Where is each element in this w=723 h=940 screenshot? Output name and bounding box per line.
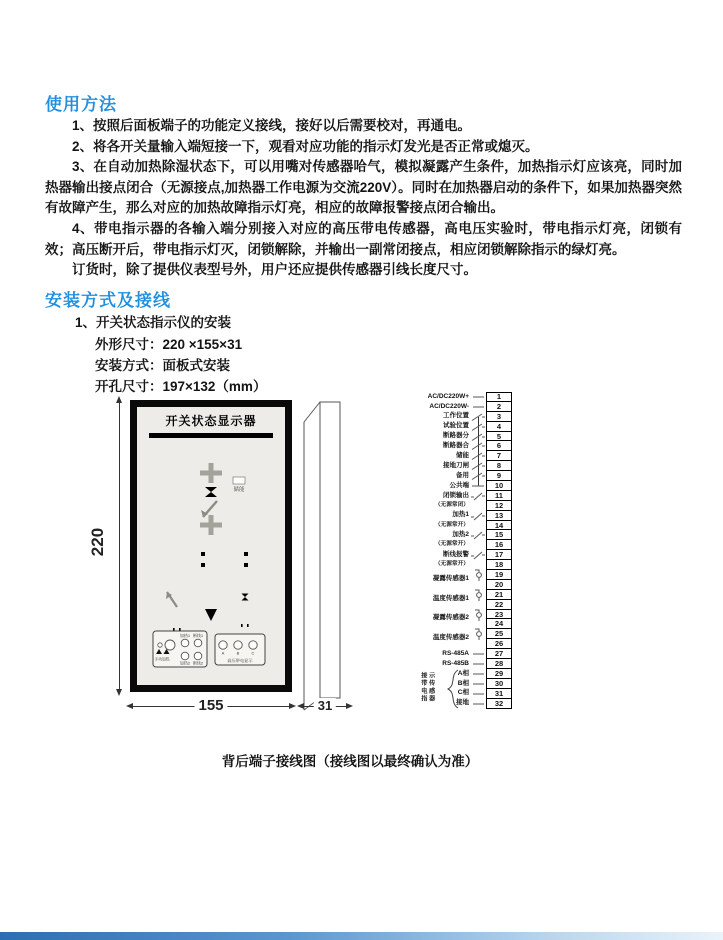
- lamp-label-heat2: 加热2: [179, 660, 191, 666]
- terminal-label: 凝露传感器1: [432, 574, 469, 582]
- terminal-row: [410, 501, 530, 511]
- sensor-symbol-icon: [470, 570, 486, 580]
- terminal-label: （无源常开）: [434, 521, 469, 528]
- storage-indicator-box: [233, 477, 245, 484]
- usage-paragraphs: [45, 116, 682, 281]
- terminal-label: 断路器合: [443, 442, 469, 450]
- no-symbol-icon: [470, 521, 486, 531]
- usage-section-heading: 使用方法: [45, 95, 117, 114]
- terminal-label: 温度传感器2: [432, 634, 469, 642]
- terminal-number: 24: [486, 619, 512, 629]
- terminal-number: 16: [486, 540, 512, 550]
- lamp-label-break1: 断线1: [192, 633, 204, 638]
- lamp-label-break2: 断线2: [192, 660, 204, 666]
- terminal-label: 储能: [456, 452, 469, 460]
- terminal-label: 试验位置: [443, 422, 469, 430]
- ct-right-dot2: [244, 563, 248, 567]
- usage-paragraph: 2、将各开关量输入端短接一下，观看对应功能的指示灯发光是否正常或熄灭。: [72, 138, 539, 154]
- lamp-label-heat1: 加热1: [179, 633, 191, 638]
- terminal-row: [410, 619, 530, 629]
- dimension-depth-label: 31: [314, 698, 336, 713]
- install-line: 外形尺寸：220 ×155×31: [95, 337, 243, 352]
- arrow-up-icon: [116, 393, 122, 403]
- terminal-row: [410, 511, 530, 521]
- arrow-left-icon: [294, 703, 304, 709]
- terminal-number: 3: [486, 412, 512, 422]
- relay-symbol-icon: [470, 550, 486, 560]
- arrow-down-icon: [116, 689, 122, 699]
- lamp-break2-icon: [194, 652, 202, 660]
- usage-paragraph: 3、在自动加热除湿状态下，可以用嘴对传感器哈气，模拟凝露产生条件，加热指示灯应该亮，同时加热器输出接点闭合（无源接点,加热器工作电源为交流220V）。同时在加热器启动的条件下，如果加热器突然有故障产生，那么对应的加热故障指示灯亮，相应的故障报警接点闭合输出。: [45, 159, 682, 216]
- relay-symbol-icon: [470, 530, 486, 540]
- install-line: 开孔尺寸：197×132（mm）: [95, 379, 267, 394]
- switch-symbol-icon: [470, 412, 486, 422]
- lamp-heat1-icon: [181, 639, 189, 647]
- terminal-number: 30: [486, 679, 512, 689]
- terminal-number: 5: [486, 432, 512, 442]
- no-symbol-icon: [470, 540, 486, 550]
- storage-indicator-label: 储能: [233, 487, 245, 493]
- switch-symbol-icon: [470, 451, 486, 461]
- live-sensor-group-label: [419, 672, 434, 703]
- terminal-row: [410, 570, 530, 580]
- terminal-label: RS-485B: [442, 659, 469, 667]
- terminal-row: [410, 402, 530, 412]
- install-block: [75, 311, 266, 401]
- terminal-row: [410, 550, 530, 560]
- terminal-number: 27: [486, 649, 512, 659]
- terminal-number: 13: [486, 511, 512, 521]
- group-label-col1: 接带电指: [419, 672, 427, 703]
- install-section-heading: 安装方式及接线: [45, 291, 171, 310]
- switch-symbol-icon: [470, 441, 486, 451]
- terminal-label: 断路器分: [443, 432, 469, 440]
- switch-symbol-icon: [470, 422, 486, 432]
- ct-left-icon2: [189, 561, 199, 571]
- phase-a-label: A: [221, 650, 225, 656]
- ct-left-dot2: [201, 563, 205, 567]
- terminal-row: [410, 610, 530, 620]
- relay-symbol-icon: [470, 491, 486, 501]
- terminal-label: AC/DC220W-: [429, 402, 469, 410]
- terminal-label: （无源常开）: [434, 541, 469, 548]
- usage-paragraph: 订货时，除了提供仪表型号外，用户还应提供传感器引线长度尺寸。: [72, 262, 477, 278]
- terminal-number: 17: [486, 550, 512, 560]
- terminal-label: 凝露传感器2: [432, 614, 469, 622]
- terminal-number: 21: [486, 590, 512, 600]
- lamp-break1-icon: [194, 639, 202, 647]
- outgoing-arrow-icon: [205, 609, 217, 621]
- terminal-row: [410, 580, 530, 590]
- phase-c-label: C: [251, 650, 255, 656]
- dimension-width-label: 155: [194, 697, 227, 714]
- ct-right-icon: [232, 550, 242, 560]
- terminal-number: 6: [486, 441, 512, 451]
- large-lamp-icon: [165, 640, 175, 650]
- usage-paragraph: 1、按照后面板端子的功能定义接线，接好以后需要校对，再通电。: [72, 118, 472, 133]
- terminal-label: 加热2: [452, 531, 469, 539]
- terminal-label: 温度传感器1: [432, 594, 469, 602]
- terminal-number: 4: [486, 422, 512, 432]
- line-symbol-icon: [470, 402, 486, 412]
- sensor-symbol-icon: [470, 610, 486, 620]
- dimension-depth-line: [301, 698, 349, 713]
- lamp-phase-c-icon: [249, 641, 257, 649]
- terminal-rows: [410, 392, 530, 709]
- terminal-row: [410, 521, 530, 531]
- ct-right-dot1: [244, 552, 248, 556]
- upper-contact-icon: [197, 445, 225, 459]
- ct-right-icon2: [232, 561, 242, 571]
- panel-front-view: [130, 400, 292, 692]
- no-symbol-icon: [470, 639, 486, 649]
- install-line: 安装方式：面板式安装: [95, 358, 230, 373]
- phase-b-label: B: [236, 650, 240, 656]
- terminal-row: [410, 412, 530, 422]
- terminal-number: 8: [486, 461, 512, 471]
- terminal-row: [410, 540, 530, 550]
- terminal-label: 断线报警: [443, 550, 469, 558]
- terminal-number: 1: [486, 392, 512, 402]
- switch-symbol-icon: [470, 461, 486, 471]
- terminal-row: [410, 560, 530, 570]
- panel-mimic-diagram: [137, 407, 285, 685]
- panel-side-view: [298, 392, 356, 722]
- switch-symbol-icon: [470, 432, 486, 442]
- ct-left-icon: [189, 550, 199, 560]
- terminal-row: [410, 659, 530, 669]
- sensor-symbol-icon: [470, 590, 486, 600]
- hv-live-display-label: 高压带电显示: [227, 658, 253, 663]
- terminal-label: C相: [457, 689, 469, 697]
- terminal-row: [410, 461, 530, 471]
- ground-right-dot2: [247, 624, 249, 627]
- terminal-number: 12: [486, 501, 512, 511]
- terminal-row: [410, 451, 530, 461]
- breaker-icon: [205, 487, 217, 497]
- no-symbol-icon: [470, 501, 486, 511]
- terminal-label: 公共端: [449, 481, 469, 489]
- line-symbol-icon: [470, 679, 486, 689]
- line-symbol-icon: [470, 392, 486, 402]
- terminal-label: 接地刀闸: [443, 461, 469, 469]
- terminal-number: 28: [486, 659, 512, 669]
- terminal-row: [410, 649, 530, 659]
- terminal-row: [410, 441, 530, 451]
- install-lines: [75, 338, 266, 394]
- footer-accent-bar: [0, 932, 723, 940]
- dimension-height-line: [119, 400, 120, 692]
- ground-right-dot1: [241, 624, 243, 627]
- terminal-label: A相: [457, 669, 469, 677]
- terminal-label: 工作位置: [443, 412, 469, 420]
- terminal-row: [410, 600, 530, 610]
- arrow-left-icon: [123, 703, 133, 709]
- terminal-label: （无源常闭）: [434, 501, 469, 508]
- terminal-label: B相: [457, 679, 469, 687]
- dimension-height-label: 220: [88, 527, 108, 557]
- terminal-row: [410, 590, 530, 600]
- terminal-number: 20: [486, 580, 512, 590]
- terminal-number: 32: [486, 699, 512, 709]
- terminal-number: 11: [486, 491, 512, 501]
- install-title: 1、开关状态指示仪的安装: [75, 315, 232, 330]
- terminal-number: 18: [486, 560, 512, 570]
- group-brace-icon: [447, 669, 459, 709]
- usage-paragraph: 4、带电指示器的各输入端分别接入对应的高压带电传感器，高电压实验时，带电指示灯亮，闭锁有效；高压断开后，带电指示灯灭，闭锁解除，并输出一副常闭接点，相应闭锁解除指示的绿灯亮。: [45, 220, 682, 257]
- arrow-right-icon: [346, 703, 356, 709]
- terminal-number: 14: [486, 521, 512, 531]
- switch-symbol-icon: [470, 471, 486, 481]
- terminal-row: [410, 432, 530, 442]
- small-lamp-icon: [158, 643, 162, 647]
- ct-left-dot1: [201, 552, 205, 556]
- line-symbol-icon: [470, 689, 486, 699]
- terminal-number: 26: [486, 639, 512, 649]
- terminal-label: 备用: [456, 471, 469, 479]
- dimension-width-line: [130, 697, 292, 714]
- terminal-number: 15: [486, 530, 512, 540]
- terminal-number: 22: [486, 600, 512, 610]
- terminal-row: [410, 392, 530, 402]
- terminal-label: 加热1: [452, 511, 469, 519]
- terminal-number: 19: [486, 570, 512, 580]
- terminal-row: [410, 639, 530, 649]
- terminal-number: 9: [486, 471, 512, 481]
- line-symbol-icon: [470, 669, 486, 679]
- line-symbol-icon: [470, 699, 486, 709]
- terminal-number: 25: [486, 629, 512, 639]
- line-symbol-icon: [470, 649, 486, 659]
- line-symbol-icon: [470, 659, 486, 669]
- terminal-row: [410, 471, 530, 481]
- lamp-phase-b-icon: [234, 641, 242, 649]
- lamp-phase-a-icon: [219, 641, 227, 649]
- terminal-number: 2: [486, 402, 512, 412]
- group-label-col2: 示传感器: [427, 672, 435, 703]
- terminal-label: 闭锁输出: [443, 491, 469, 499]
- terminal-row: [410, 491, 530, 501]
- bus-symbol-icon: [470, 481, 486, 491]
- sensor-symbol-icon: [470, 629, 486, 639]
- terminal-number: 23: [486, 610, 512, 620]
- terminal-number: 31: [486, 689, 512, 699]
- terminal-row: [410, 530, 530, 540]
- relay-symbol-icon: [470, 511, 486, 521]
- manual-heat-label: 手动加热: [154, 657, 170, 662]
- terminal-label: AC/DC220W+: [427, 392, 469, 400]
- lamp-heat2-icon: [181, 652, 189, 660]
- terminal-row: [410, 629, 530, 642]
- terminal-row: [410, 422, 530, 432]
- terminal-label: RS-485A: [442, 649, 469, 657]
- busbar: [149, 433, 273, 438]
- terminal-number: 29: [486, 669, 512, 679]
- terminal-label: 接地: [456, 699, 469, 707]
- terminal-number: 7: [486, 451, 512, 461]
- terminal-row: [410, 481, 530, 491]
- diagram-caption: 背后端子接线图（接线图以最终确认为准）: [221, 754, 479, 769]
- terminal-diagram: [410, 392, 530, 709]
- panel-title: 开关状态显示器: [165, 414, 257, 428]
- terminal-label: （无源常开）: [434, 561, 469, 568]
- terminal-number: 10: [486, 481, 512, 491]
